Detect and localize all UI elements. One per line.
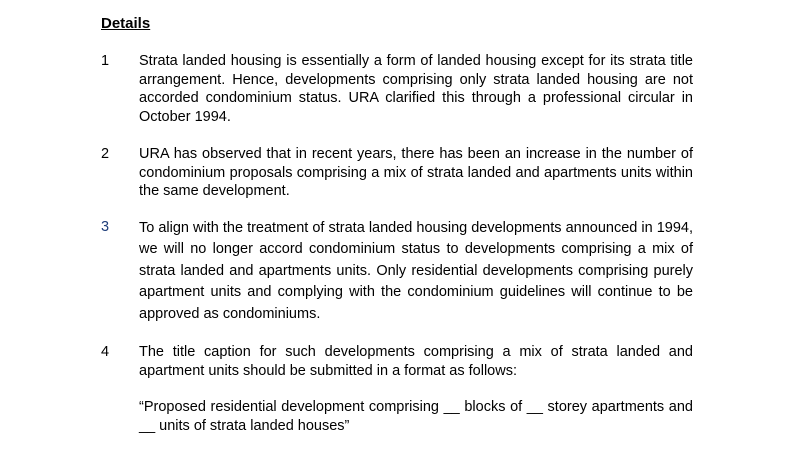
paragraph-text: The title caption for such developments comprising a mix of strata landed and apartment units should be submitted in a format as follows: (139, 344, 693, 379)
paragraph-text: Strata landed housing is essentially a form of landed housing except for its strata title arrangement. Hence, developments comprising only strata landed housing are not accorded condominium status. URA clarified this through a professional circular in October 1994. (139, 53, 693, 125)
paragraph-number: 2 (101, 146, 110, 162)
paragraph-number: 3 (101, 219, 110, 235)
section-heading: Details (101, 15, 151, 32)
paragraph-text: URA has observed that in recent years, there has been an increase in the number of condominium proposals comprising a mix of strata landed and apartments units within the same development. (139, 146, 693, 200)
paragraph-text: To align with the treatment of strata landed housing developments announced in 1994, we will no longer accord condominium status to developments comprising a mix of strata landed and apartments units. Only residential developments comprising purely apartment units and complying with the condominium guidelines will continue to be approved as condominiums. (139, 220, 693, 322)
paragraph-number: 4 (101, 344, 110, 360)
title-caption-quote: “Proposed residential development comprising __ blocks of __ storey apartments and __ units of strata landed houses” (139, 399, 693, 434)
paragraph-number: 1 (101, 53, 110, 69)
